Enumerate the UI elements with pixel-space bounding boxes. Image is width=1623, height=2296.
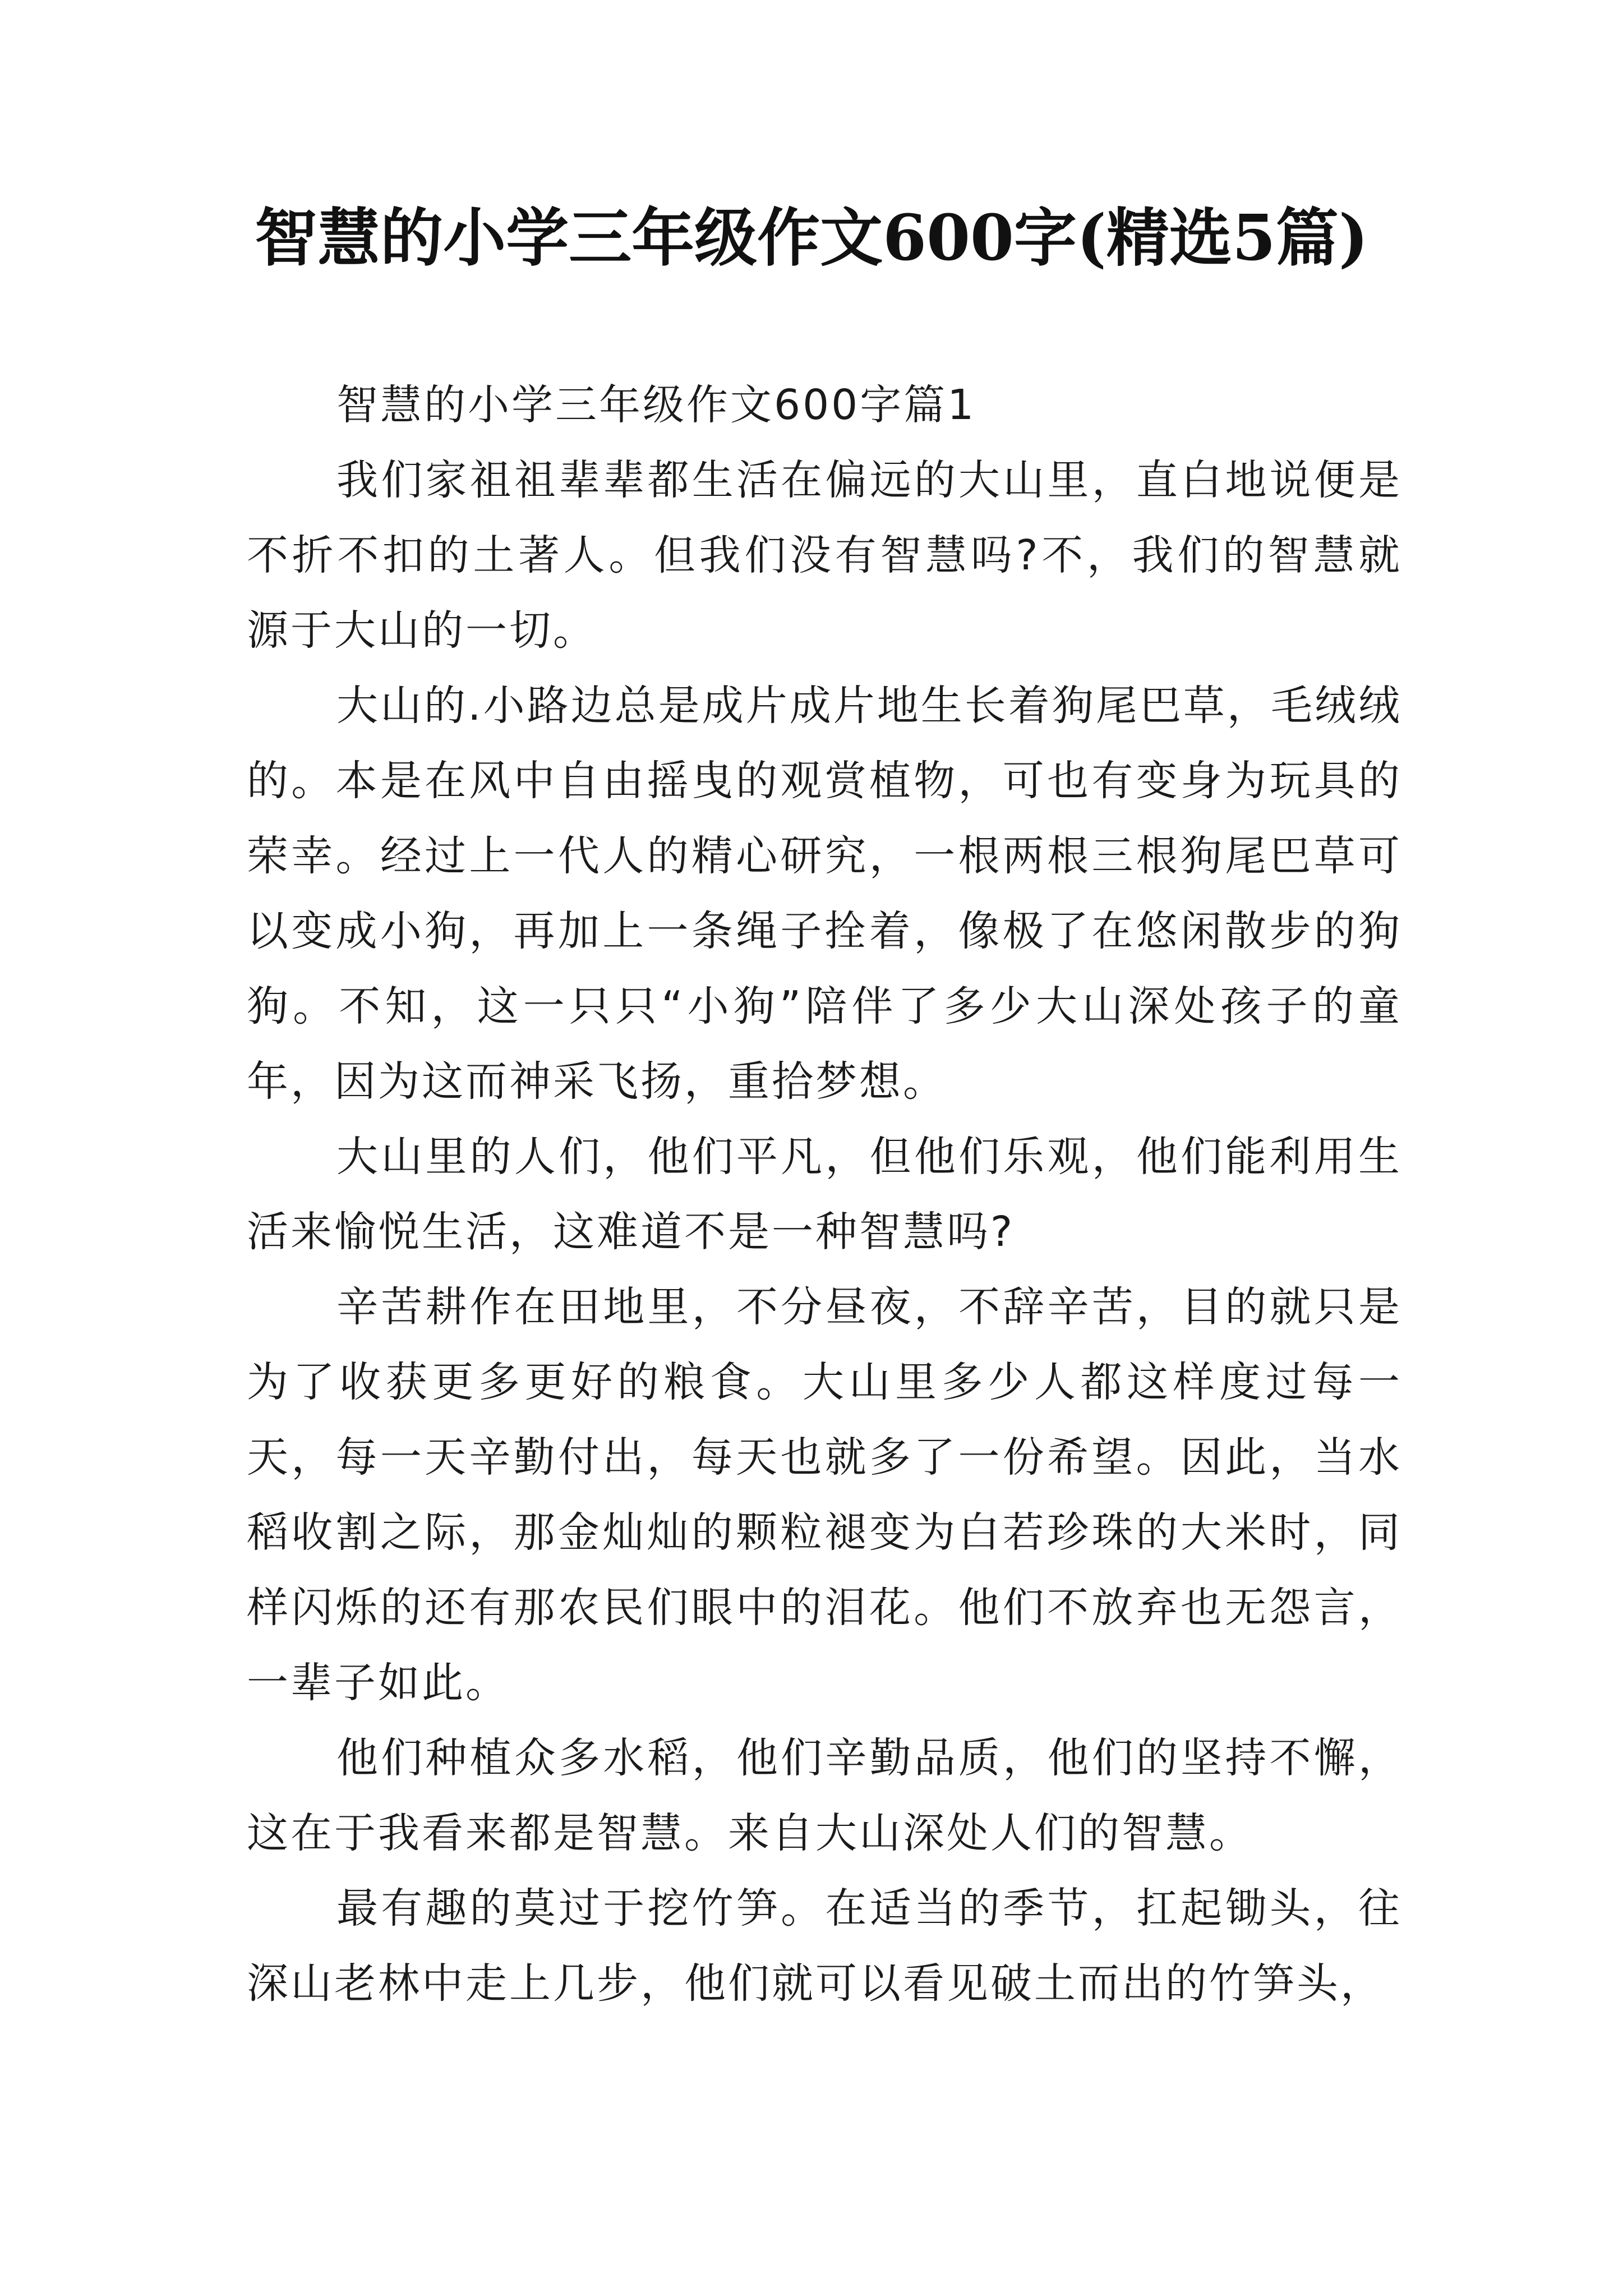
paragraph: 大山里的人们，他们平凡，但他们乐观，他们能利用生活来愉悦生活，这难道不是一种智慧吗?: [247, 1133, 1402, 1256]
paragraph: 他们种植众多水稻，他们辛勤品质，他们的坚持不懈，这在于我看来都是智慧。来自大山深处人们的智慧。: [247, 1734, 1402, 1857]
paragraph: 最有趣的莫过于挖竹笋。在适当的季节，扛起锄头，往深山老林中走上几步，他们就可以看见破土而出的竹笋头，: [247, 1884, 1402, 2008]
paragraph: 大山的.小路边总是成片成片地生长着狗尾巴草，毛绒绒的。本是在风中自由摇曳的观赏植物，可也有变身为玩具的荣幸。经过上一代人的精心研究，一根两根三根狗尾巴草可以变成小狗，再加上一条绳子拴着，像极了在悠闲散步的狗狗。不知，这一只只“小狗”陪伴了多少大山深处孩子的童年，因为这而神采飞扬，重拾梦想。: [247, 682, 1402, 1106]
document-title: 智慧的小学三年级作文600字(精选5篇): [255, 201, 1368, 275]
paragraph: 辛苦耕作在田地里，不分昼夜，不辞辛苦，目的就只是为了收获更多更好的粮食。大山里多少人都这样度过每一天，每一天辛勤付出，每天也就多了一份希望。因此，当水稻收割之际，那金灿灿的颗粒褪变为白若珍珠的大米时，同样闪烁的还有那农民们眼中的泪花。他们不放弃也无怨言，一辈子如此。: [247, 1283, 1402, 1707]
section-heading: 智慧的小学三年级作文600字篇1: [336, 381, 976, 429]
document-body: [247, 367, 1402, 2021]
paragraph: 我们家祖祖辈辈都生活在偏远的大山里，直白地说便是不折不扣的土著人。但我们没有智慧吗?不，我们的智慧就源于大山的一切。: [247, 456, 1402, 655]
